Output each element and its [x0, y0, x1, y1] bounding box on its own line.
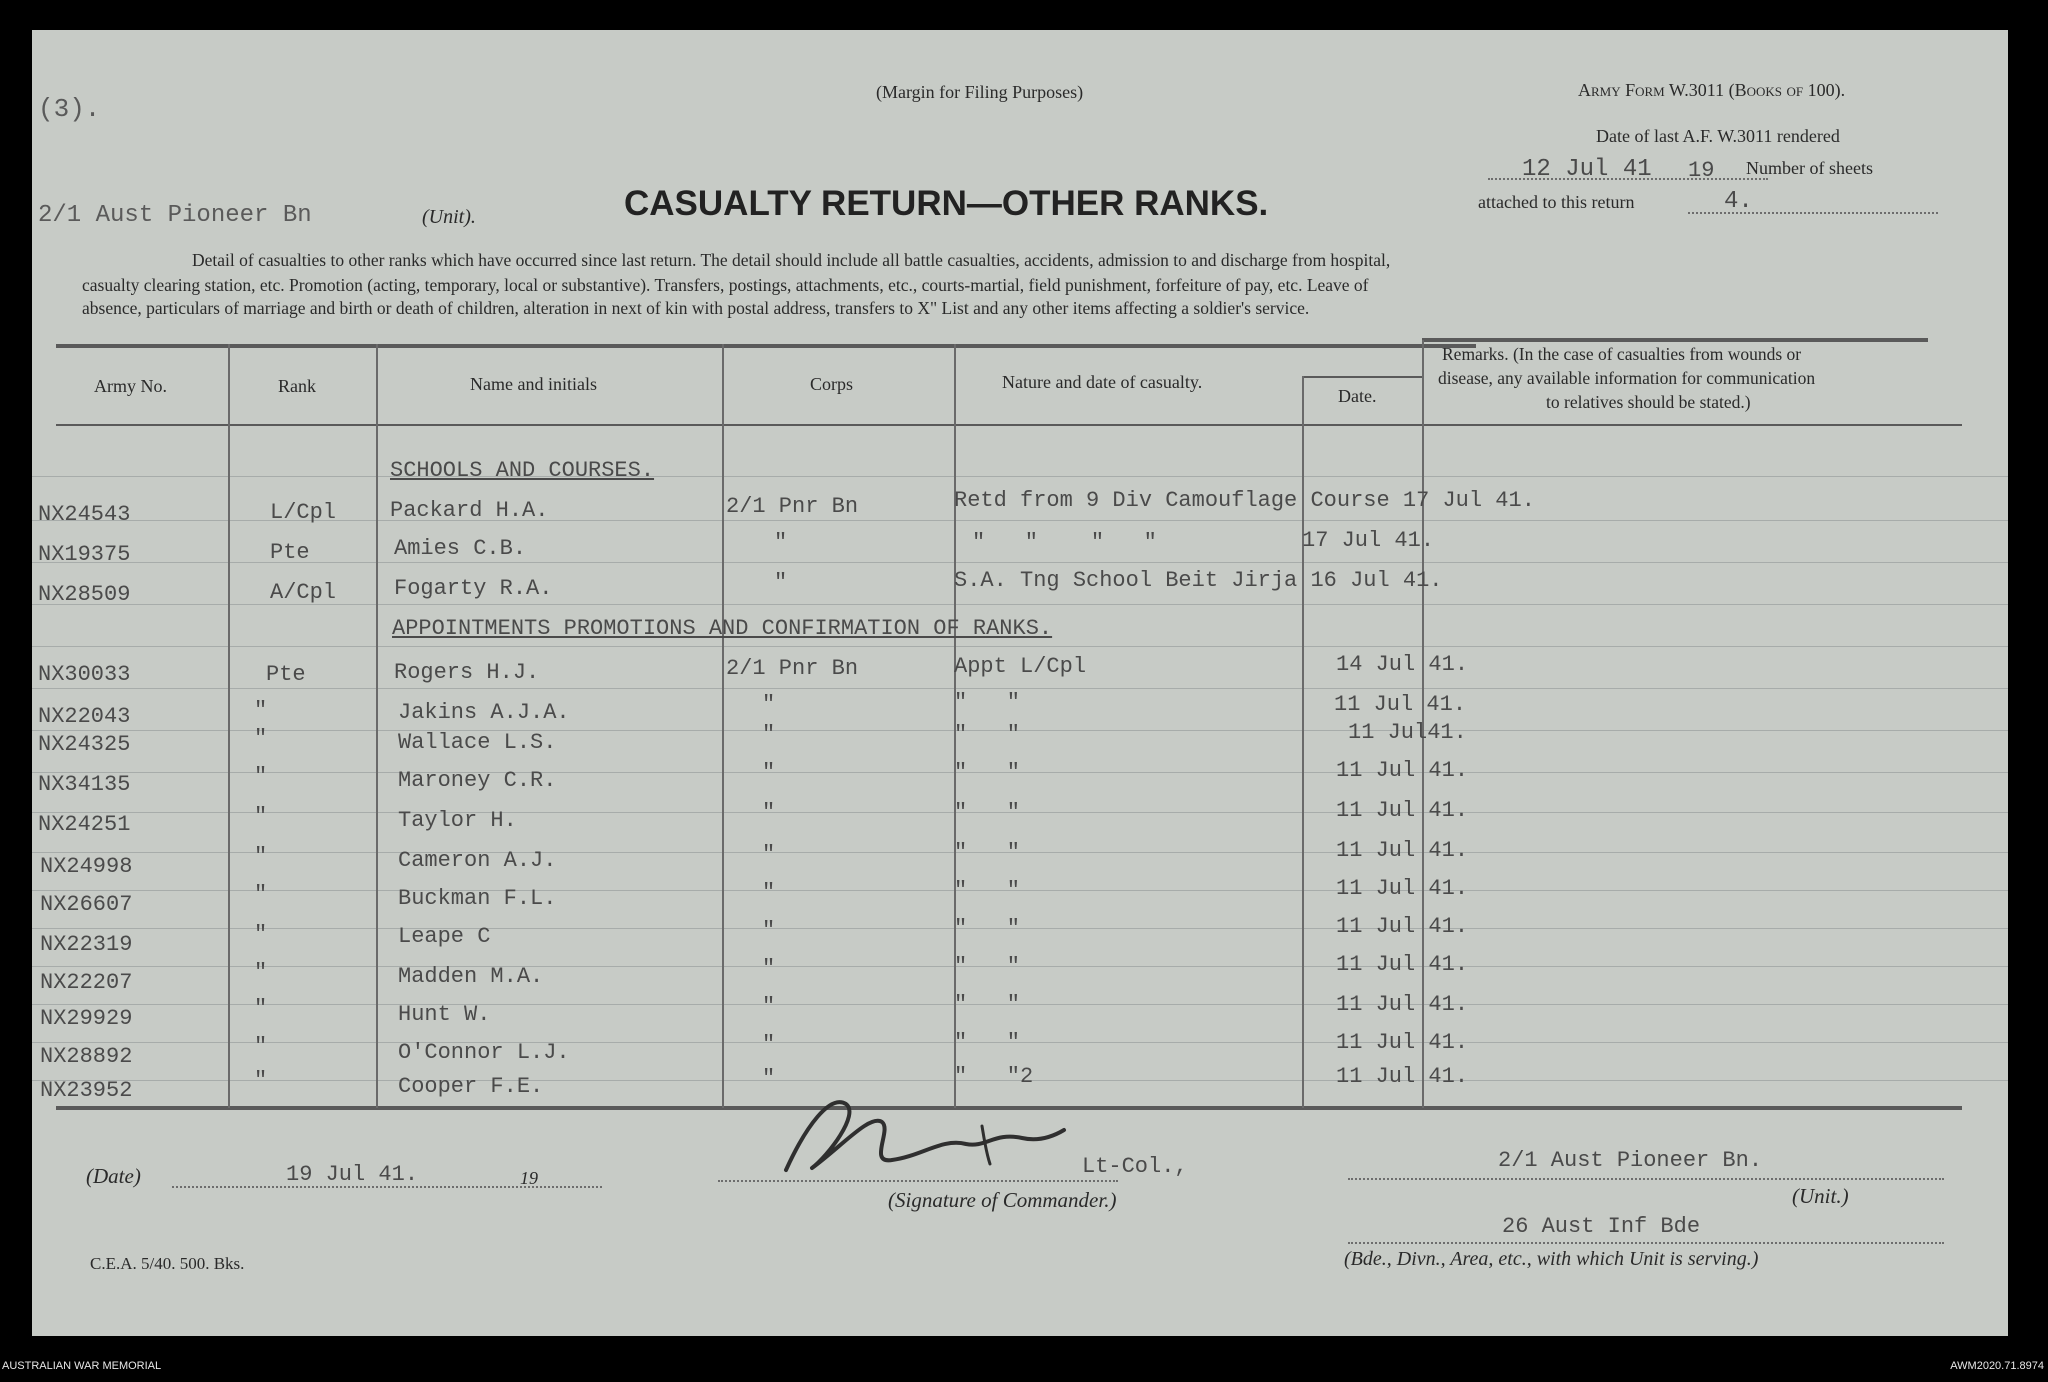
- cell-rank: ": [254, 996, 268, 1021]
- cell-corps: ": [762, 1032, 776, 1057]
- cell-name: Packard H.A.: [390, 498, 549, 523]
- cell-name: Cameron A.J.: [398, 848, 557, 873]
- cell-rank: ": [254, 698, 268, 723]
- cell-corps: ": [762, 842, 776, 867]
- cell-nature: Appt L/Cpl: [954, 654, 1087, 679]
- cell-nature: " ": [954, 992, 1021, 1017]
- footer-unit-value: 2/1 Aust Pioneer Bn.: [1498, 1148, 1763, 1173]
- cell-name: Jakins A.J.A.: [398, 700, 570, 725]
- cell-corps: ": [762, 994, 776, 1019]
- cell-name: Rogers H.J.: [394, 660, 540, 685]
- cell-name: O'Connor L.J.: [398, 1040, 570, 1065]
- cell-name: Wallace L.S.: [398, 730, 557, 755]
- header-remarks-1: Remarks. (In the case of casualties from wounds or: [1442, 344, 1802, 364]
- cell-army-no: NX28892: [40, 1044, 133, 1069]
- cell-army-no: NX34135: [38, 772, 131, 797]
- table-top-rule: [56, 344, 1476, 348]
- header-nature: Nature and date of casualty.: [1002, 372, 1203, 392]
- cell-corps: 2/1 Pnr Bn: [726, 656, 859, 681]
- instructions-line-3: absence, particulars of marriage and birth or death of children, alteration in next of kin with postal address, transfers to X" List and any other items affecting a soldier's service.: [82, 298, 1310, 318]
- cell-rank: ": [254, 922, 268, 947]
- brigade-line: [1348, 1242, 1944, 1244]
- cell-nature: " " " ": [972, 530, 1157, 555]
- cell-army-no: NX22043: [38, 704, 131, 729]
- archive-credit: AUSTRALIAN WAR MEMORIAL: [2, 1360, 162, 1372]
- cell-corps: ": [762, 722, 776, 747]
- cell-nature: S.A. Tng School Beit Jirja 16 Jul 41.: [954, 568, 1443, 593]
- header-corps: Corps: [810, 374, 854, 394]
- table-header-rule: [56, 424, 1962, 426]
- cell-army-no: NX24998: [40, 854, 133, 879]
- instructions-line-2: casualty clearing station, etc. Promotion (acting, temporary, local or substantive). Transfers, postings, attachments, etc., courts-martial, field punishment, forfeiture of pay, etc. Leave of: [82, 275, 1369, 295]
- cell-nature: " ": [954, 690, 1021, 715]
- cell-corps: ": [762, 692, 776, 717]
- cell-army-no: NX26607: [40, 892, 133, 917]
- header-army-no: Army No.: [94, 376, 167, 396]
- signature-label: (Signature of Commander.): [888, 1188, 1117, 1212]
- rank-title: Lt-Col.,: [1082, 1154, 1188, 1179]
- cell-name: Hunt W.: [398, 1002, 491, 1027]
- header-date: Date.: [1338, 386, 1377, 406]
- sheets-value: 4.: [1724, 188, 1753, 215]
- cell-army-no: NX19375: [38, 542, 131, 567]
- column-divider: [1302, 376, 1304, 1108]
- cell-army-no: NX23952: [40, 1078, 133, 1103]
- cell-rank: ": [254, 804, 268, 829]
- print-code: C.E.A. 5/40. 500. Bks.: [90, 1254, 245, 1273]
- cell-rank: ": [254, 1034, 268, 1059]
- cell-rank: A/Cpl: [270, 580, 337, 605]
- column-divider: [722, 344, 724, 1108]
- sheets-label: Number of sheets: [1746, 158, 1873, 178]
- ruled-line: [32, 476, 2008, 477]
- cell-nature: " ": [954, 722, 1021, 747]
- cell-rank: L/Cpl: [270, 500, 337, 525]
- date-suffix: 19: [520, 1168, 538, 1188]
- cell-rank: ": [254, 882, 268, 907]
- section-heading-schools: SCHOOLS AND COURSES.: [390, 458, 655, 483]
- cell-nature: " ": [954, 760, 1021, 785]
- cell-army-no: NX30033: [38, 662, 131, 687]
- column-divider: [376, 344, 378, 1108]
- cell-nature: " "2: [954, 1064, 1034, 1089]
- cell-nature: " ": [954, 800, 1021, 825]
- unit-label: (Unit).: [422, 206, 476, 228]
- cell-date: 11 Jul41.: [1348, 720, 1467, 745]
- cell-corps: ": [774, 570, 788, 595]
- footer-unit-label: (Unit.): [1792, 1184, 1849, 1208]
- cell-corps: 2/1 Pnr Bn: [726, 494, 859, 519]
- cell-army-no: NX24251: [38, 812, 131, 837]
- date-subheader-rule: [1302, 376, 1422, 378]
- cell-date: 11 Jul 41.: [1336, 914, 1469, 939]
- cell-date: 11 Jul 41.: [1336, 1064, 1469, 1089]
- cell-date: 11 Jul 41.: [1336, 838, 1469, 863]
- cell-rank: ": [254, 960, 268, 985]
- cell-name: Maroney C.R.: [398, 768, 557, 793]
- cell-army-no: NX22319: [40, 932, 133, 957]
- brigade-value: 26 Aust Inf Bde: [1502, 1214, 1701, 1239]
- cell-date: 11 Jul 41.: [1336, 798, 1469, 823]
- margin-note: (Margin for Filing Purposes): [876, 82, 1084, 102]
- cell-nature: " ": [954, 954, 1021, 979]
- cell-corps: ": [762, 800, 776, 825]
- section-heading-appointments: APPOINTMENTS PROMOTIONS AND CONFIRMATION OF RANKS.: [392, 616, 1053, 641]
- ruled-line: [32, 688, 2008, 689]
- cell-name: Amies C.B.: [394, 536, 527, 561]
- form-sheet: [32, 30, 2008, 1336]
- cell-nature: " ": [954, 878, 1021, 903]
- unit-value: 2/1 Aust Pioneer Bn: [38, 202, 312, 229]
- archive-reference: AWM2020.71.8974: [1950, 1360, 2044, 1372]
- cell-army-no: NX24543: [38, 502, 131, 527]
- cell-name: Madden M.A.: [398, 964, 544, 989]
- column-divider: [228, 344, 230, 1108]
- cell-date: 11 Jul 41.: [1336, 1030, 1469, 1055]
- signature-graphic: [772, 1086, 1072, 1182]
- cell-nature: " ": [954, 916, 1021, 941]
- cell-rank: Pte: [270, 540, 310, 565]
- page-marker: (3).: [38, 94, 101, 124]
- cell-date: 11 Jul 41.: [1336, 758, 1469, 783]
- header-name: Name and initials: [470, 374, 597, 394]
- header-rank: Rank: [278, 376, 316, 396]
- brigade-label: (Bde., Divn., Area, etc., with which Unit is serving.): [1344, 1248, 1759, 1270]
- date-value: 19 Jul 41.: [286, 1162, 419, 1187]
- cell-corps: ": [762, 880, 776, 905]
- cell-rank: ": [254, 844, 268, 869]
- cell-nature: " ": [954, 1030, 1021, 1055]
- cell-rank: ": [254, 764, 268, 789]
- cell-date: 11 Jul 41.: [1334, 692, 1467, 717]
- ruled-line: [32, 646, 2008, 647]
- header-remarks-3: to relatives should be stated.): [1546, 392, 1751, 412]
- cell-army-no: NX24325: [38, 732, 131, 757]
- cell-name: Cooper F.E.: [398, 1074, 544, 1099]
- cell-date: 11 Jul 41.: [1336, 992, 1469, 1017]
- footer-unit-line: [1348, 1178, 1944, 1180]
- cell-name: Fogarty R.A.: [394, 576, 553, 601]
- table-top-rule-right: [1422, 338, 1928, 342]
- attached-label: attached to this return: [1478, 192, 1635, 212]
- cell-date: 11 Jul 41.: [1336, 876, 1469, 901]
- cell-name: Leape C: [398, 924, 491, 949]
- cell-corps: ": [762, 760, 776, 785]
- cell-corps: ": [762, 956, 776, 981]
- last-rendered-value: 12 Jul 41: [1522, 156, 1652, 183]
- cell-date: 17 Jul 41.: [1302, 528, 1435, 553]
- page-title: CASUALTY RETURN—OTHER RANKS.: [624, 184, 1269, 223]
- cell-army-no: NX29929: [40, 1006, 133, 1031]
- instructions-line-1: Detail of casualties to other ranks which have occurred since last return. The detail should include all battle casualties, accidents, admission to and discharge from hospital,: [192, 250, 1391, 270]
- date-label: (Date): [86, 1164, 141, 1188]
- cell-date: 14 Jul 41.: [1336, 652, 1469, 677]
- cell-date: 11 Jul 41.: [1336, 952, 1469, 977]
- cell-rank: ": [254, 1068, 268, 1093]
- header-remarks-2: disease, any available information for communication: [1438, 368, 1816, 388]
- ruled-line: [32, 562, 2008, 563]
- cell-corps: ": [762, 1066, 776, 1091]
- cell-rank: Pte: [266, 662, 306, 687]
- form-id: Army Form W.3011 (Books of 100).: [1578, 80, 1846, 100]
- cell-name: Buckman F.L.: [398, 886, 557, 911]
- last-rendered-suffix: 19: [1688, 158, 1715, 183]
- last-rendered-label: Date of last A.F. W.3011 rendered: [1596, 126, 1840, 146]
- cell-nature: Retd from 9 Div Camouflage Course 17 Jul 41.: [954, 488, 1535, 513]
- cell-rank: ": [254, 726, 268, 751]
- cell-nature: " ": [954, 840, 1021, 865]
- cell-corps: ": [774, 530, 788, 555]
- cell-corps: ": [762, 918, 776, 943]
- cell-name: Taylor H.: [398, 808, 517, 833]
- cell-army-no: NX22207: [40, 970, 133, 995]
- cell-army-no: NX28509: [38, 582, 131, 607]
